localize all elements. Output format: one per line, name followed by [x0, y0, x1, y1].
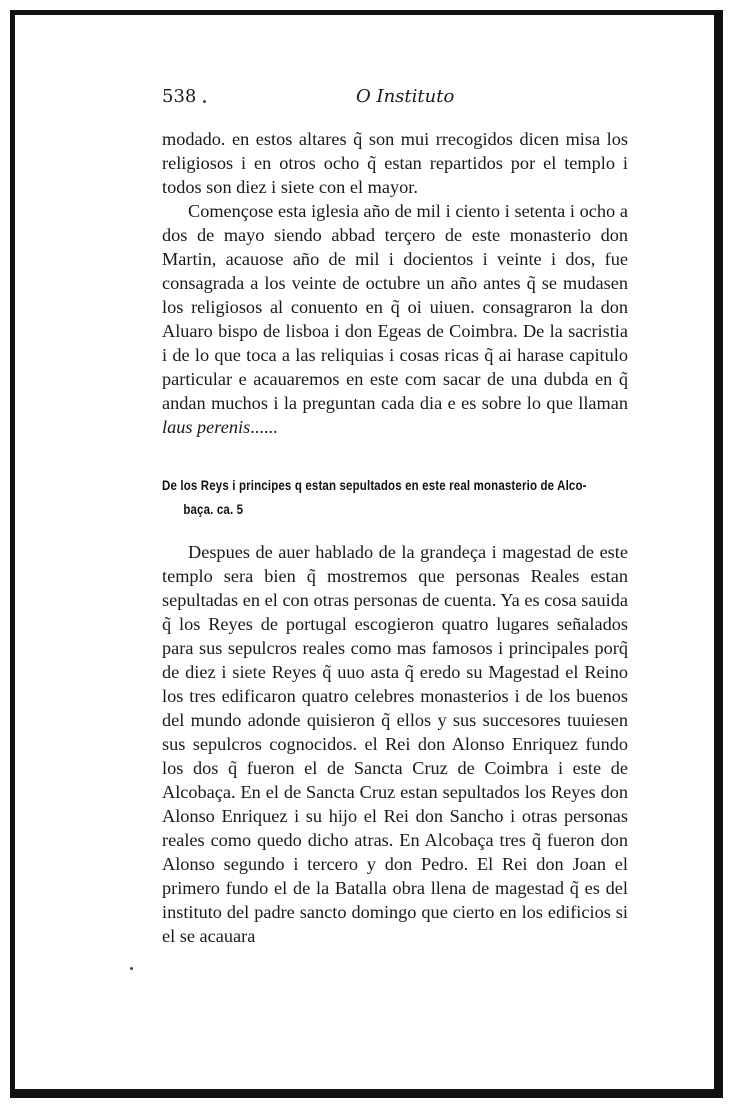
paragraph-continuation: modado. en estos altares q̃ son mui rrecogidos dicen misa los religiosos i en otros ocho q̃ estan repartidos por el templo i todos son diez i siete con el mayor.	[162, 129, 628, 197]
trailing-dots: ......	[250, 417, 278, 437]
speck-mark	[203, 100, 206, 103]
speck-mark	[130, 967, 133, 970]
italic-phrase: laus perenis	[162, 417, 251, 437]
chapter-heading-line-1: De los Reys i principes q estan sepultados en este real monasterio de Alco-	[162, 477, 587, 493]
paragraph-church-history	[162, 199, 628, 439]
page-number: 538	[162, 86, 197, 107]
running-title: O Instituto	[356, 86, 455, 107]
page-header	[162, 86, 632, 110]
chapter-heading	[162, 473, 629, 521]
body-text-top	[162, 127, 628, 439]
paragraph-royal-tombs: Despues de auer hablado de la grandeça i magestad de este templo sera bien q̃ mostremos que personas Reales estan sepultadas en el con otras personas de cuenta. Ya es cosa sauida q̃ los Reyes de portugal escogieron quatro lugares señalados para sus sepulcros reales como mas famosos i principales porq̃ de diez i siete Reyes q̃ uuo asta q̃ eredo su Magestad el Reino los tres edificaron quatro celebres monasterios i de los buenos del mundo adonde quisieron q̃ ellos y sus succesores tuuiesen sus sepulcros cognocidos. el Rei don Alonso Enriquez fundo los dos q̃ fueron el de Sancta Cruz de Coimbra i este de Alcobaça. En el de Sancta Cruz estan sepultados los Reyes don Alonso Enriquez i su hijo el Rei don Sancho i otras personas reales como quedo dicho atras. En Alcobaça tres q̃ fueron don Alonso segundo i tercero y don Pedro. El Rei don Joan el primero fundo el de la Batalla obra llena de magestad q̃ es del instituto del padre sancto domingo que cierto en los edificios si el se acauara	[162, 542, 628, 946]
paragraph-church-history-text: Començose esta iglesia año de mil i ciento i setenta i ocho a dos de mayo siendo abbad terçero de este monasterio don Martin, acauose año de mil i docientos i veinte i dos, fue consagrada a los veinte de octubre un año antes q̃ se mudasen los religiosos al conuento en q̃ oi uiuen. consagraron la don Aluaro bispo de lisboa i don Egeas de Coimbra. De la sacristia i de lo que toca a las reliquias i cosas ricas q̃ ai harase capitulo particular e acauaremos en este com sacar de una dubda en q̃ andan muchos i la preguntan cada dia e es sobre lo que llaman	[162, 201, 628, 413]
chapter-heading-line-2: baça. ca. 5	[183, 501, 244, 517]
body-text-bottom	[162, 540, 628, 948]
